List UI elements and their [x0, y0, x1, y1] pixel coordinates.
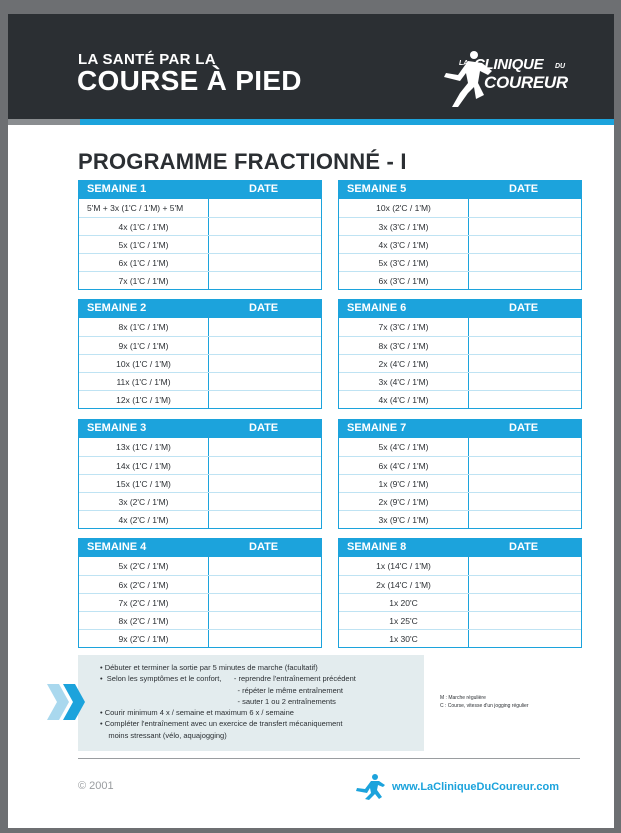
table-row [339, 217, 581, 235]
table-row [339, 474, 581, 492]
date-cell[interactable] [470, 576, 581, 594]
table-row [79, 438, 321, 456]
week-header [79, 181, 321, 199]
date-column-header: DATE [509, 302, 539, 314]
table-row [339, 271, 581, 289]
workout-cell: 5x (2'C / 1'M) [79, 557, 209, 575]
workout-cell: 4x (4'C / 1'M) [339, 391, 469, 409]
table-row [79, 354, 321, 372]
workout-cell: 15x (1'C / 1'M) [79, 475, 209, 493]
table-row [79, 510, 321, 528]
chevron-right-icon [45, 682, 95, 722]
header-subtitle: LA SANTÉ PAR LA [78, 51, 216, 68]
date-column-header: DATE [249, 541, 279, 553]
date-cell[interactable] [470, 557, 581, 575]
copyright: © 2001 [78, 780, 114, 792]
date-cell[interactable] [210, 511, 321, 529]
date-cell[interactable] [210, 475, 321, 493]
table-row [339, 593, 581, 611]
workout-cell: 6x (3'C / 1'M) [339, 272, 469, 290]
table-row [339, 611, 581, 629]
workout-cell: 1x (14'C / 1'M) [339, 557, 469, 575]
table-row [79, 336, 321, 354]
workout-cell: 3x (3'C / 1'M) [339, 218, 469, 236]
date-cell[interactable] [470, 373, 581, 391]
workout-cell: 2x (4'C / 1'M) [339, 355, 469, 373]
note-item: • Selon les symptômes et le confort, - reprendre l'entraînement précédent [100, 674, 356, 684]
date-cell[interactable] [470, 272, 581, 290]
workout-cell: 2x (9'C / 1'M) [339, 493, 469, 511]
header-divider-blue [80, 119, 614, 125]
workout-cell: 4x (1'C / 1'M) [79, 218, 209, 236]
logo-text-la: LA [459, 60, 469, 67]
date-column-header: DATE [249, 302, 279, 314]
date-cell[interactable] [470, 438, 581, 456]
table-row [79, 199, 321, 217]
workout-cell: 11x (1'C / 1'M) [79, 373, 209, 391]
date-cell[interactable] [470, 391, 581, 409]
date-cell[interactable] [470, 318, 581, 336]
date-cell[interactable] [470, 355, 581, 373]
workout-cell: 14x (1'C / 1'M) [79, 457, 209, 475]
table-row [79, 575, 321, 593]
week-label: SEMAINE 1 [87, 183, 147, 195]
date-cell[interactable] [470, 612, 581, 630]
workout-cell: 9x (1'C / 1'M) [79, 337, 209, 355]
date-cell[interactable] [210, 355, 321, 373]
workout-cell: 5x (4'C / 1'M) [339, 438, 469, 456]
date-cell[interactable] [470, 254, 581, 272]
week-table [78, 538, 322, 648]
date-cell[interactable] [470, 475, 581, 493]
note-item: • Courir minimum 4 x / semaine et maximum 6 x / semaine [100, 708, 294, 718]
workout-cell: 7x (2'C / 1'M) [79, 594, 209, 612]
table-row [79, 390, 321, 408]
date-cell[interactable] [470, 199, 581, 217]
week-label: SEMAINE 7 [347, 422, 407, 434]
week-table [78, 419, 322, 529]
brand-logo [438, 49, 588, 109]
week-header [339, 539, 581, 557]
header-title: COURSE À PIED [77, 65, 302, 96]
week-header [339, 181, 581, 199]
date-cell[interactable] [210, 199, 321, 217]
workout-cell: 2x (14'C / 1'M) [339, 576, 469, 594]
workout-cell: 8x (2'C / 1'M) [79, 612, 209, 630]
workout-cell: 5x (3'C / 1'M) [339, 254, 469, 272]
week-label: SEMAINE 4 [87, 541, 147, 553]
week-table [338, 180, 582, 290]
table-row [339, 235, 581, 253]
date-cell[interactable] [470, 236, 581, 254]
date-cell[interactable] [210, 254, 321, 272]
date-cell[interactable] [470, 337, 581, 355]
table-row [79, 557, 321, 575]
program-title: PROGRAMME FRACTIONNÉ - I [78, 149, 407, 174]
date-column-header: DATE [509, 541, 539, 553]
workout-cell: 3x (9'C / 1'M) [339, 511, 469, 529]
date-cell[interactable] [210, 272, 321, 290]
logo-text-clinique: CLINIQUE [474, 56, 544, 73]
date-cell[interactable] [210, 236, 321, 254]
workout-cell: 1x 20'C [339, 594, 469, 612]
date-cell[interactable] [210, 318, 321, 336]
note-item: moins stressant (vélo, aquajogging) [100, 730, 227, 740]
workout-cell: 4x (2'C / 1'M) [79, 511, 209, 529]
date-cell[interactable] [210, 337, 321, 355]
website-link[interactable]: www.LaCliniqueDuCoureur.com [392, 781, 560, 793]
workout-cell: 1x 25'C [339, 612, 469, 630]
date-cell[interactable] [470, 511, 581, 529]
workout-cell: 7x (1'C / 1'M) [79, 272, 209, 290]
table-row [339, 253, 581, 271]
date-column-header: DATE [509, 422, 539, 434]
week-header [79, 300, 321, 318]
table-row [339, 629, 581, 647]
date-cell[interactable] [210, 391, 321, 409]
table-row [79, 492, 321, 510]
workout-cell: 13x (1'C / 1'M) [79, 438, 209, 456]
table-row [339, 336, 581, 354]
week-header [79, 539, 321, 557]
date-cell[interactable] [210, 493, 321, 511]
week-label: SEMAINE 5 [347, 183, 407, 195]
note-item: • Débuter et terminer la sortie par 5 minutes de marche (facultatif) [100, 663, 318, 672]
table-row [339, 492, 581, 510]
date-column-header: DATE [509, 183, 539, 195]
week-table [78, 299, 322, 409]
week-table [338, 299, 582, 409]
table-row [339, 575, 581, 593]
week-table [338, 419, 582, 529]
table-row [339, 372, 581, 390]
date-column-header: DATE [249, 183, 279, 195]
program-sheet [8, 14, 614, 828]
table-row [79, 235, 321, 253]
table-row [79, 253, 321, 271]
table-row [79, 593, 321, 611]
table-row [339, 390, 581, 408]
workout-cell: 4x (3'C / 1'M) [339, 236, 469, 254]
date-cell[interactable] [470, 594, 581, 612]
week-label: SEMAINE 6 [347, 302, 407, 314]
week-table [78, 180, 322, 290]
date-cell[interactable] [210, 594, 321, 612]
week-header [79, 420, 321, 438]
table-row [339, 199, 581, 217]
table-row [339, 456, 581, 474]
table-row [79, 456, 321, 474]
note-item: - sauter 1 ou 2 entraînements [100, 696, 336, 706]
note-item: - répéter le même entraînement [100, 685, 343, 695]
table-row [79, 318, 321, 336]
date-cell[interactable] [210, 557, 321, 575]
date-cell[interactable] [470, 493, 581, 511]
workout-cell: 3x (4'C / 1'M) [339, 373, 469, 391]
date-cell[interactable] [210, 218, 321, 236]
date-cell[interactable] [470, 457, 581, 475]
table-row [339, 510, 581, 528]
workout-cell: 12x (1'C / 1'M) [79, 391, 209, 409]
runner-icon [353, 773, 387, 801]
footer-divider [78, 758, 580, 759]
week-label: SEMAINE 3 [87, 422, 147, 434]
logo-text-coureur: COUREUR [484, 73, 568, 92]
table-row [79, 372, 321, 390]
workout-cell: 8x (1'C / 1'M) [79, 318, 209, 336]
workout-cell: 6x (2'C / 1'M) [79, 576, 209, 594]
workout-cell: 6x (1'C / 1'M) [79, 254, 209, 272]
date-cell[interactable] [470, 630, 581, 648]
workout-cell: 3x (2'C / 1'M) [79, 493, 209, 511]
date-cell[interactable] [210, 438, 321, 456]
week-label: SEMAINE 2 [87, 302, 147, 314]
date-cell[interactable] [210, 457, 321, 475]
workout-cell: 6x (4'C / 1'M) [339, 457, 469, 475]
notes-list [100, 662, 356, 741]
date-cell[interactable] [210, 630, 321, 648]
legend-run: C : Course, vitesse d'un jogging régulier [440, 703, 529, 709]
workout-cell: 1x 30'C [339, 630, 469, 648]
notes-box [78, 655, 424, 751]
header-divider-gray [8, 119, 80, 125]
legend-walk: M : Marche régulière [440, 695, 486, 701]
table-row [79, 611, 321, 629]
table-row [79, 474, 321, 492]
workout-cell: 8x (3'C / 1'M) [339, 337, 469, 355]
week-table [338, 538, 582, 648]
workout-cell: 5x (1'C / 1'M) [79, 236, 209, 254]
date-cell[interactable] [210, 373, 321, 391]
date-column-header: DATE [249, 422, 279, 434]
week-header [339, 300, 581, 318]
workout-cell: 5'M + 3x (1'C / 1'M) + 5'M [79, 199, 209, 217]
date-cell[interactable] [210, 576, 321, 594]
week-label: SEMAINE 8 [347, 541, 407, 553]
date-cell[interactable] [470, 218, 581, 236]
workout-cell: 7x (3'C / 1'M) [339, 318, 469, 336]
week-header [339, 420, 581, 438]
table-row [79, 271, 321, 289]
table-row [339, 318, 581, 336]
workout-cell: 10x (2'C / 1'M) [339, 199, 469, 217]
workout-cell: 10x (1'C / 1'M) [79, 355, 209, 373]
workout-cell: 9x (2'C / 1'M) [79, 630, 209, 648]
table-row [79, 629, 321, 647]
table-row [339, 354, 581, 372]
note-item: • Compléter l'entraînement avec un exercice de transfert mécaniquement [100, 719, 343, 729]
workout-cell: 1x (9'C / 1'M) [339, 475, 469, 493]
table-row [339, 438, 581, 456]
logo-text-du: DU [555, 63, 566, 70]
table-row [339, 557, 581, 575]
date-cell[interactable] [210, 612, 321, 630]
page-header [8, 14, 614, 119]
legend [440, 694, 529, 710]
table-row [79, 217, 321, 235]
